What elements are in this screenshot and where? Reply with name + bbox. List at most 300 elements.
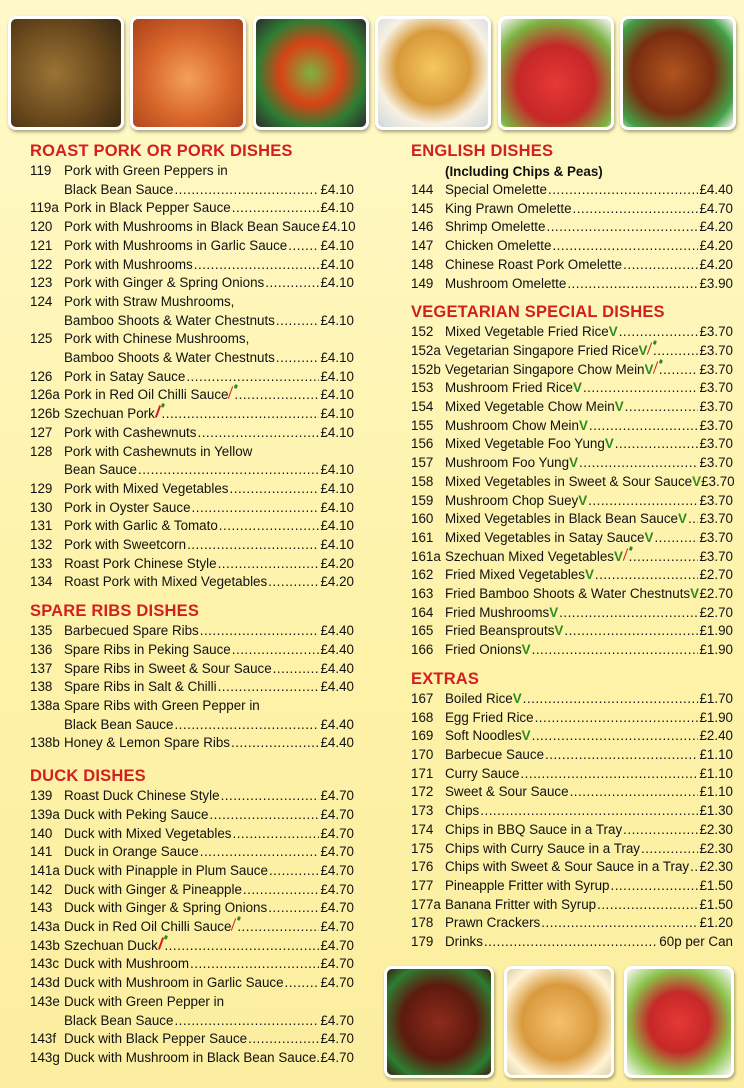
item-number: 132 bbox=[30, 537, 53, 553]
item-name: Duck with Mixed Vegetables bbox=[64, 825, 232, 841]
item-number: 169 bbox=[411, 728, 434, 744]
item-price: £4.70 bbox=[320, 975, 354, 991]
item-price: £3.70 bbox=[699, 455, 733, 471]
item-price: £4.10 bbox=[320, 537, 354, 553]
menu-item bbox=[30, 499, 354, 518]
dot-leader bbox=[532, 727, 699, 746]
section-gap bbox=[411, 293, 733, 301]
item-price: £1.10 bbox=[699, 746, 733, 762]
item-name: Spare Ribs with Green Pepper in bbox=[64, 697, 260, 713]
item-number: 168 bbox=[411, 709, 434, 725]
vegetarian-icon: V bbox=[573, 380, 582, 396]
vegetarian-icon: V bbox=[614, 399, 624, 415]
dot-leader bbox=[573, 200, 699, 219]
item-price: £3.70 bbox=[699, 511, 733, 527]
menu-item-continued bbox=[30, 181, 354, 200]
item-name: Pork in Black Pepper Sauce bbox=[64, 200, 231, 216]
prawns-photo bbox=[130, 16, 246, 130]
menu-item bbox=[30, 787, 354, 806]
menu-item bbox=[411, 802, 733, 821]
item-price: £4.40 bbox=[320, 623, 354, 639]
item-price: £4.70 bbox=[320, 788, 354, 804]
item-number: 177 bbox=[411, 877, 434, 893]
menu-item bbox=[411, 690, 733, 709]
chilli-icon bbox=[623, 548, 628, 560]
salad-photo bbox=[624, 966, 734, 1078]
item-number: 171 bbox=[411, 765, 434, 781]
menu-item bbox=[411, 275, 733, 294]
dot-leader bbox=[174, 1012, 319, 1031]
item-price: £2.30 bbox=[699, 840, 733, 856]
menu-item bbox=[30, 881, 354, 900]
item-name: Duck in Red Oil Chilli Sauce bbox=[64, 919, 232, 935]
item-number: 145 bbox=[411, 200, 434, 216]
item-price: £4.70 bbox=[320, 1031, 354, 1047]
item-price: £4.70 bbox=[320, 919, 354, 935]
item-price: £1.20 bbox=[699, 915, 733, 931]
bottom-photo-strip bbox=[384, 966, 734, 1078]
menu-item bbox=[30, 697, 354, 716]
item-number: 125 bbox=[30, 331, 53, 347]
dot-leader bbox=[248, 1030, 319, 1049]
item-price: £2.70 bbox=[699, 567, 733, 583]
dot-leader bbox=[232, 825, 319, 844]
vegetarian-icon: V bbox=[644, 529, 654, 545]
menu-item-continued bbox=[30, 461, 354, 480]
item-name: Mushroom Chop Suey bbox=[445, 492, 579, 508]
item-number: 166 bbox=[411, 642, 434, 658]
item-number: 126a bbox=[30, 387, 60, 403]
dot-leader bbox=[545, 746, 698, 765]
item-number: 136 bbox=[30, 641, 53, 657]
dot-leader bbox=[265, 274, 319, 293]
menu-item bbox=[411, 492, 733, 511]
item-name: Chips in BBQ Sauce in a Tray bbox=[445, 821, 623, 837]
item-number: 152 bbox=[411, 324, 434, 340]
item-price: £4.70 bbox=[320, 825, 354, 841]
menu-item bbox=[411, 622, 733, 641]
menu-item bbox=[411, 342, 733, 361]
item-number: 163 bbox=[411, 586, 434, 602]
item-name: Egg Fried Rice bbox=[445, 709, 534, 725]
item-number: 147 bbox=[411, 238, 434, 254]
item-price: £4.10 bbox=[320, 350, 354, 366]
dot-leader bbox=[285, 974, 320, 993]
item-number: 155 bbox=[411, 417, 434, 433]
item-price: £2.70 bbox=[699, 604, 733, 620]
menu-item bbox=[411, 237, 733, 256]
item-price: £4.70 bbox=[320, 862, 354, 878]
chilli-icon bbox=[158, 937, 164, 950]
item-name: Soft Noodles bbox=[445, 728, 522, 744]
menu-item bbox=[411, 454, 733, 473]
item-name: Chips with Sweet & Sour Sauce in a Tray bbox=[445, 859, 690, 875]
item-name: Mixed Vegetable Foo Yung bbox=[445, 436, 605, 452]
item-number: 143f bbox=[30, 1031, 57, 1047]
menu-item bbox=[30, 293, 354, 312]
item-name: Mushroom Foo Yung bbox=[445, 455, 570, 471]
item-name-continued: Black Bean Sauce bbox=[64, 716, 174, 732]
item-name: Duck with Mushroom in Garlic Sauce bbox=[64, 975, 284, 991]
menu-item bbox=[30, 274, 354, 293]
vegetarian-icon: V bbox=[678, 511, 687, 527]
section-heading: VEGETARIAN SPECIAL DISHES bbox=[411, 303, 665, 322]
item-price: £3.70 bbox=[699, 380, 733, 396]
item-price: £4.10 bbox=[320, 237, 354, 253]
menu-item bbox=[30, 256, 354, 275]
item-price: £4.40 bbox=[320, 679, 354, 695]
item-name: Fried Beansprouts bbox=[445, 623, 555, 639]
item-name: Barbecued Spare Ribs bbox=[64, 623, 199, 639]
item-number: 121 bbox=[30, 237, 53, 253]
item-price: £1.10 bbox=[699, 765, 733, 781]
item-name: Pork with Mushrooms in Garlic Sauce bbox=[64, 237, 288, 253]
fried-rice-photo bbox=[375, 16, 491, 130]
item-name: Mixed Vegetable Chow Mein bbox=[445, 399, 615, 415]
dot-leader bbox=[654, 529, 698, 548]
vegetarian-icon: V bbox=[638, 342, 648, 358]
dot-leader bbox=[243, 881, 320, 900]
item-name: Pork with Cashewnuts in Yellow bbox=[64, 443, 253, 459]
chilli-icon bbox=[228, 387, 233, 400]
dot-leader bbox=[595, 566, 699, 585]
section-gap bbox=[411, 660, 733, 668]
item-price: £4.70 bbox=[699, 200, 733, 216]
menu-item bbox=[30, 641, 354, 660]
menu-item bbox=[411, 510, 733, 529]
item-price: £4.20 bbox=[699, 219, 733, 235]
dot-leader bbox=[659, 361, 699, 380]
item-name: Szechuan Mixed Vegetables bbox=[445, 548, 614, 564]
menu-item bbox=[30, 405, 354, 424]
item-number: 135 bbox=[30, 623, 53, 639]
item-name-continued: Bean Sauce bbox=[64, 462, 137, 478]
item-price: £4.10 bbox=[320, 275, 354, 291]
item-number: 164 bbox=[411, 604, 434, 620]
dot-leader bbox=[480, 802, 698, 821]
dot-leader bbox=[532, 641, 699, 660]
dot-leader bbox=[232, 641, 320, 660]
item-name: Duck in Orange Sauce bbox=[64, 844, 199, 860]
item-number: 129 bbox=[30, 480, 53, 496]
dot-leader bbox=[200, 622, 320, 641]
dot-leader bbox=[194, 256, 320, 275]
item-name: Banana Fritter with Syrup bbox=[445, 896, 597, 912]
item-price: £4.70 bbox=[320, 881, 354, 897]
dot-leader bbox=[269, 862, 320, 881]
item-name: Roast Pork with Mixed Vegetables bbox=[64, 574, 268, 590]
item-name: Mushroom Omelette bbox=[445, 275, 567, 291]
dot-leader bbox=[523, 690, 699, 709]
item-number: 143g bbox=[30, 1049, 60, 1065]
item-number: 130 bbox=[30, 499, 53, 515]
dot-leader bbox=[230, 480, 320, 499]
item-price: £4.20 bbox=[320, 574, 354, 590]
dot-leader bbox=[276, 312, 320, 331]
stir-fry-photo bbox=[253, 16, 369, 130]
item-name: Pork with Sweetcorn bbox=[64, 537, 187, 553]
item-name: Mixed Vegetables in Black Bean Sauce bbox=[445, 511, 678, 527]
item-name: Szechuan Pork bbox=[64, 406, 155, 422]
section-subheading: (Including Chips & Peas) bbox=[445, 164, 603, 179]
dot-leader bbox=[579, 454, 698, 473]
menu-item-continued bbox=[30, 1012, 354, 1031]
item-number: 156 bbox=[411, 436, 434, 452]
menu-item bbox=[411, 417, 733, 436]
menu-item bbox=[411, 709, 733, 728]
item-number: 119 bbox=[30, 163, 52, 178]
chilli-icon bbox=[653, 361, 658, 373]
item-price: £4.70 bbox=[320, 900, 354, 916]
menu-item bbox=[30, 862, 354, 881]
dot-leader bbox=[653, 342, 699, 361]
item-number: 140 bbox=[30, 825, 53, 841]
item-price: £4.10 bbox=[322, 219, 356, 235]
item-name: Duck with Green Pepper in bbox=[64, 993, 225, 1009]
item-price: £2.70 bbox=[699, 586, 733, 602]
dot-leader bbox=[288, 237, 319, 256]
dot-leader bbox=[619, 323, 699, 342]
item-price: 60p per Can bbox=[659, 934, 733, 950]
vegetarian-icon: V bbox=[584, 567, 594, 583]
menu-item bbox=[30, 843, 354, 862]
item-number: 143 bbox=[30, 900, 53, 916]
item-name: Duck with Ginger & Spring Onions bbox=[64, 900, 268, 916]
section-heading: EXTRAS bbox=[411, 669, 480, 688]
menu-item bbox=[30, 536, 354, 555]
menu-item bbox=[30, 237, 354, 256]
dot-leader bbox=[546, 218, 698, 237]
item-name: Chinese Roast Pork Omelette bbox=[445, 256, 623, 272]
dot-leader bbox=[268, 899, 319, 918]
dot-leader bbox=[138, 461, 320, 480]
item-price: £4.20 bbox=[699, 256, 733, 272]
menu-item bbox=[411, 435, 733, 454]
item-price: £3.70 bbox=[699, 399, 733, 415]
menu-item bbox=[30, 955, 354, 974]
dot-leader bbox=[219, 517, 320, 536]
item-number: 143c bbox=[30, 956, 60, 972]
menu-item bbox=[30, 443, 354, 462]
dot-leader bbox=[641, 840, 699, 859]
dot-leader bbox=[541, 914, 698, 933]
item-price: £3.70 bbox=[699, 436, 733, 452]
menu-item bbox=[30, 678, 354, 697]
item-name: Pork in Oyster Sauce bbox=[64, 499, 191, 515]
item-name: Pork with Green Peppers in bbox=[64, 163, 228, 178]
dot-leader bbox=[218, 678, 320, 697]
menu-item bbox=[30, 899, 354, 918]
vegetarian-icon: V bbox=[613, 548, 623, 564]
vegetarian-icon: V bbox=[554, 623, 564, 639]
menu-item bbox=[30, 330, 354, 349]
section-heading: SPARE RIBS DISHES bbox=[30, 602, 200, 621]
item-price: £4.70 bbox=[320, 844, 354, 860]
item-name: Pineapple Fritter with Syrup bbox=[445, 877, 610, 893]
item-number: 143a bbox=[30, 919, 60, 935]
item-name: Mixed Vegetable Fried Rice bbox=[445, 324, 609, 340]
menu-item bbox=[411, 821, 733, 840]
menu-item bbox=[411, 361, 733, 380]
item-name: Duck with Black Pepper Sauce bbox=[64, 1031, 248, 1047]
dot-leader bbox=[268, 573, 319, 592]
chilli-icon bbox=[231, 918, 236, 931]
item-price: £2.30 bbox=[699, 859, 733, 875]
menu-item bbox=[30, 918, 354, 937]
item-number: 179 bbox=[411, 934, 434, 950]
item-number: 141 bbox=[30, 844, 53, 860]
item-price: £4.70 bbox=[320, 1049, 354, 1065]
item-number: 138a bbox=[30, 697, 60, 713]
dot-leader bbox=[164, 937, 319, 956]
item-price: £4.10 bbox=[320, 424, 354, 440]
menu-item bbox=[411, 181, 733, 200]
menu-item bbox=[411, 858, 733, 877]
dot-leader bbox=[209, 806, 319, 825]
menu-item bbox=[30, 218, 354, 237]
menu-item bbox=[411, 585, 733, 604]
item-price: £4.10 bbox=[320, 518, 354, 534]
item-name: Fried Mixed Vegetables bbox=[445, 567, 585, 583]
section-gap bbox=[30, 592, 354, 600]
menu-item-continued bbox=[30, 312, 354, 331]
item-price: £4.40 bbox=[320, 641, 354, 657]
fritters-photo bbox=[504, 966, 614, 1078]
item-number: 133 bbox=[30, 555, 53, 571]
item-price: £3.70 bbox=[699, 492, 733, 508]
item-price: £4.70 bbox=[320, 1012, 354, 1028]
item-price: £4.10 bbox=[320, 256, 354, 272]
item-price: £3.70 bbox=[699, 342, 733, 358]
item-price: £1.90 bbox=[699, 623, 733, 639]
item-number: 138b bbox=[30, 735, 60, 751]
dot-leader bbox=[559, 604, 698, 623]
dot-leader bbox=[623, 821, 698, 840]
dot-leader bbox=[570, 783, 699, 802]
menu-item bbox=[30, 974, 354, 993]
dot-leader bbox=[625, 398, 699, 417]
section-heading: ENGLISH DISHES bbox=[411, 142, 554, 160]
menu-item bbox=[30, 368, 354, 387]
dot-leader bbox=[567, 275, 698, 294]
item-price: £4.10 bbox=[320, 480, 354, 496]
item-name: Szechuan Duck bbox=[64, 937, 158, 953]
item-name: Pork in Satay Sauce bbox=[64, 368, 186, 384]
item-price: £2.40 bbox=[699, 728, 733, 744]
dot-leader bbox=[623, 256, 698, 275]
item-name: Duck with Pinapple in Plum Sauce bbox=[64, 862, 268, 878]
item-price: £1.50 bbox=[699, 877, 733, 893]
sweet-sour-photo bbox=[620, 16, 736, 130]
item-name: Pork with Mushrooms in Black Bean Sauce bbox=[64, 219, 321, 235]
item-price: £3.70 bbox=[699, 324, 733, 340]
vegetarian-icon: V bbox=[608, 324, 618, 340]
item-name: Spare Ribs in Salt & Chilli bbox=[64, 679, 217, 695]
item-name: Pork with Chinese Mushrooms, bbox=[64, 331, 250, 347]
item-name: Mixed Vegetables in Sweet & Sour Sauce bbox=[445, 473, 693, 489]
dot-leader bbox=[588, 492, 698, 511]
item-price: £3.90 bbox=[699, 275, 733, 291]
menu-item-continued bbox=[30, 349, 354, 368]
menu-item bbox=[411, 548, 733, 567]
dot-leader bbox=[174, 716, 319, 735]
menu-item bbox=[411, 398, 733, 417]
item-name: Pork in Red Oil Chilli Sauce bbox=[64, 387, 229, 403]
item-name: Curry Sauce bbox=[445, 765, 520, 781]
item-number: 146 bbox=[411, 219, 434, 235]
menu-item bbox=[30, 517, 354, 536]
item-number: 162 bbox=[411, 567, 434, 583]
item-price: £3.70 bbox=[699, 361, 733, 377]
item-number: 139a bbox=[30, 806, 60, 822]
menu-item bbox=[411, 933, 733, 952]
menu-item bbox=[411, 473, 733, 492]
menu-item bbox=[30, 937, 354, 956]
dot-leader bbox=[688, 510, 699, 529]
menu-item bbox=[411, 783, 733, 802]
item-price: £2.30 bbox=[699, 821, 733, 837]
item-number: 154 bbox=[411, 399, 434, 415]
menu-item bbox=[30, 162, 354, 181]
item-number: 167 bbox=[411, 690, 434, 706]
menu-item bbox=[30, 660, 354, 679]
dot-leader bbox=[589, 417, 699, 436]
dot-leader bbox=[610, 877, 698, 896]
menu-item bbox=[411, 746, 733, 765]
item-price: £4.10 bbox=[320, 462, 354, 478]
dot-leader bbox=[221, 787, 320, 806]
menu-item bbox=[30, 555, 354, 574]
item-name: Roast Pork Chinese Style bbox=[64, 555, 217, 571]
item-price: £4.20 bbox=[320, 555, 354, 571]
item-name: Spare Ribs in Peking Sauce bbox=[64, 641, 231, 657]
dot-leader bbox=[615, 435, 699, 454]
item-name: Duck with Peking Sauce bbox=[64, 806, 209, 822]
menu-item bbox=[411, 323, 733, 342]
item-number: 142 bbox=[30, 881, 53, 897]
item-price: £3.70 bbox=[699, 417, 733, 433]
dot-leader bbox=[200, 843, 320, 862]
menu-item bbox=[411, 200, 733, 219]
item-price: £3.70 bbox=[699, 529, 733, 545]
item-price: £1.50 bbox=[699, 896, 733, 912]
dot-leader bbox=[484, 933, 658, 952]
item-price: £1.90 bbox=[699, 709, 733, 725]
item-name: Sweet & Sour Sauce bbox=[445, 784, 569, 800]
section-heading: DUCK DISHES bbox=[30, 767, 146, 786]
item-name: Pork with Cashewnuts bbox=[64, 424, 197, 440]
chilli-icon bbox=[155, 405, 161, 418]
dot-leader bbox=[548, 181, 699, 200]
item-number: 152a bbox=[411, 342, 441, 358]
item-name: Pork with Straw Mushrooms, bbox=[64, 293, 235, 309]
item-number: 143b bbox=[30, 937, 60, 953]
menu-item bbox=[30, 622, 354, 641]
item-number: 143d bbox=[30, 975, 60, 991]
section-heading: ROAST PORK OR PORK DISHES bbox=[30, 142, 293, 160]
menu-item bbox=[30, 386, 354, 405]
item-name: Roast Duck Chinese Style bbox=[64, 788, 220, 804]
chilli-icon bbox=[647, 342, 652, 354]
item-number: 126 bbox=[30, 368, 53, 384]
dot-leader bbox=[231, 734, 320, 753]
menu-item bbox=[30, 480, 354, 499]
right-menu-column bbox=[411, 140, 733, 952]
item-number: 177a bbox=[411, 896, 441, 912]
menu-item bbox=[411, 566, 733, 585]
item-name: Pork with Mushrooms bbox=[64, 256, 193, 272]
item-number: 173 bbox=[411, 803, 434, 819]
